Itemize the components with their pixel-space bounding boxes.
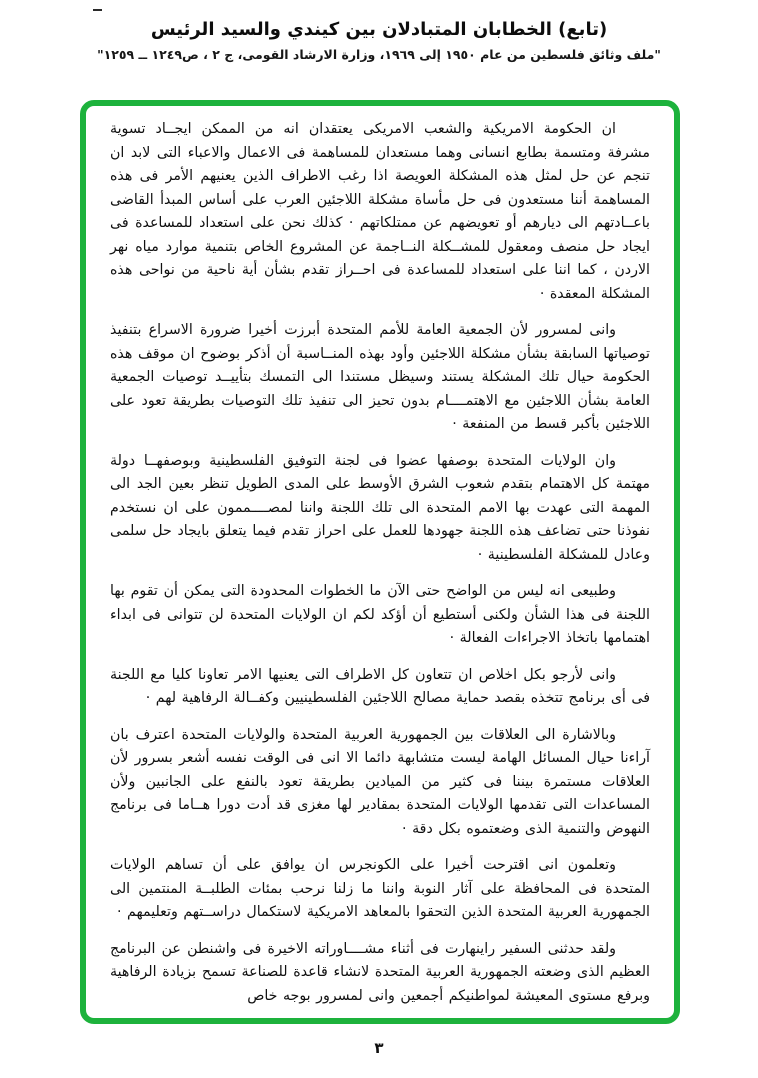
letter-paragraph: وبالاشارة الى العلاقات بين الجمهورية العربية المتحدة والولايات المتحدة اعترف بان آراءنا حيال المسائل الهامة ليست متشابهة دائما الا انى فى الوقت نفسه أشعر بسرور لأن العلاقات مستمرة بيننا فى كثير من الميادين بطريقة تعود بالنفع على الجانبين ولأن المساعدات التى تقدمها الولايات المتحدة بمقادير لها مغزى قد أدت دورا هــاما فى برنامج النهوض والتنمية الذى وضعتموه بكل دقة · — [110, 726, 650, 837]
letter-paragraph: ولقد حدثنى السفير راينهارت فى أثناء مشــــاوراته الاخيرة فى واشنطن عن البرنامج العظيم الذى وضعته الجمهورية العربية المتحدة لانشاء قاعدة للصناعة تسمح بزيادة الرفاهية وبرفع مستوى المعيشة لمواطنيكم أجمعين وانى لمسرور بوجه خاص — [110, 940, 650, 1004]
letter-paragraph: وانى لأرجو بكل اخلاص ان تتعاون كل الاطراف التى يعنيها الامر تعاونا كليا مع اللجنة فى أى برنامج تتخذه بقصد حماية مصالح اللاجئين الفلسطينيين وكفــالة الرفاهية لهم · — [110, 666, 650, 706]
letter-paragraph: ان الحكومة الامريكية والشعب الامريكى يعتقدان انه من الممكن ايجــاد تسوية مشرفة ومتسمة بطابع انسانى وهما مستعدان للمساهمة فى الاعمال والاعباء التى لابد ان تنجم عن حل لمثل هذه المشكلة العويصة اذا رغب الاطراف الذين يعنيهم الأمر فى هذه المساهمة أننا مستعدون فى حل مأساة مشكلة اللاجئين العرب على أساس المبدأ القاضى باعــادتهم الى ديارهم أو تعويضهم عن ممتلكاتهم · كذلك نحن على استعداد للمساعدة فى ايجاد حل منصف ومعقول للمشــكلة النــاجمة عن المشروع الخاص بتنمية موارد مياه نهر الاردن ، كما اننا على استعداد للمساعدة فى احــراز تقدم بشأن أية ناحية من نواحى هذه المشكلة المعقدة · — [110, 121, 650, 302]
letter-body — [110, 118, 650, 1008]
source-citation: "ملف وثائق فلسطين من عام ١٩٥٠ إلى ١٩٦٩، وزارة الارشاد القومى، ج ٢ ، ص١٢٤٩ ــ ١٢٥٩" — [97, 47, 661, 62]
page-title: (تابع) الخطابان المتبادلان بين كيندي والسيد الرئيس — [150, 19, 608, 40]
letter-paragraph: وان الولايات المتحدة بوصفها عضوا فى لجنة التوفيق الفلسطينية وبوصفهــا دولة مهتمة كل الاهتمام بتقدم شعوب الشرق الأوسط على المدى الطويل تنظر بعين الجد الى المهمة التى عهدت بها الامم المتحدة الى تلك اللجنة واننا لمصــــممون على ان نستخدم نفوذنا حتى تضاعف هذه اللجنة جهودها للعمل على احراز تقدم فيما يتعلق بايجاد حل سلمى وعادل للمشكلة الفلسطينية · — [110, 452, 650, 563]
scan-artifact-dash — [93, 9, 102, 11]
document-header — [0, 16, 758, 62]
page-footer — [0, 1038, 758, 1057]
letter-paragraph: وانى لمسرور لأن الجمعية العامة للأمم المتحدة أبرزت أخيرا ضرورة الاسراع بتنفيذ توصياتها السابقة بشأن مشكلة اللاجئين وأود بهذه المنــاسبة أن أذكر بوضوح ان موقف هذه الحكومة حيال تلك المشكلة يستند وسيظل مستندا الى التمسك بتأييــد توصيات الجمعية العامة بشأن اللاجئين مع الاهتمــــام بدون تحيز الى تنفيذ تلك التوصيات بطريقة تعود على اللاجئين بأكبر قسط من المنفعة · — [110, 322, 650, 432]
letter-paragraph: وتعلمون انى اقترحت أخيرا على الكونجرس ان يوافق على أن تساهم الولايات المتحدة فى المحافظة على آثار النوبة واننا ما زلنا نرحب بمئات الطلبــة المنتمين الى الجمهورية العربية المتحدة الذين التحقوا بالمعاهد الامريكية لاستكمال دراســتهم وتعليمهم · — [110, 857, 650, 920]
letter-paragraph: وطبيعى انه ليس من الواضح حتى الآن ما الخطوات المحدودة التى يمكن أن تقوم بها اللجنة فى هذا الشأن ولكنى أستطيع أن أؤكد لكم ان الولايات المتحدة لن تتوانى فى ابداء اهتمامها باتخاذ الاجراءات الفعالة · — [110, 583, 650, 646]
letter-green-frame — [80, 100, 680, 1024]
page-number: ٣ — [374, 1039, 384, 1057]
